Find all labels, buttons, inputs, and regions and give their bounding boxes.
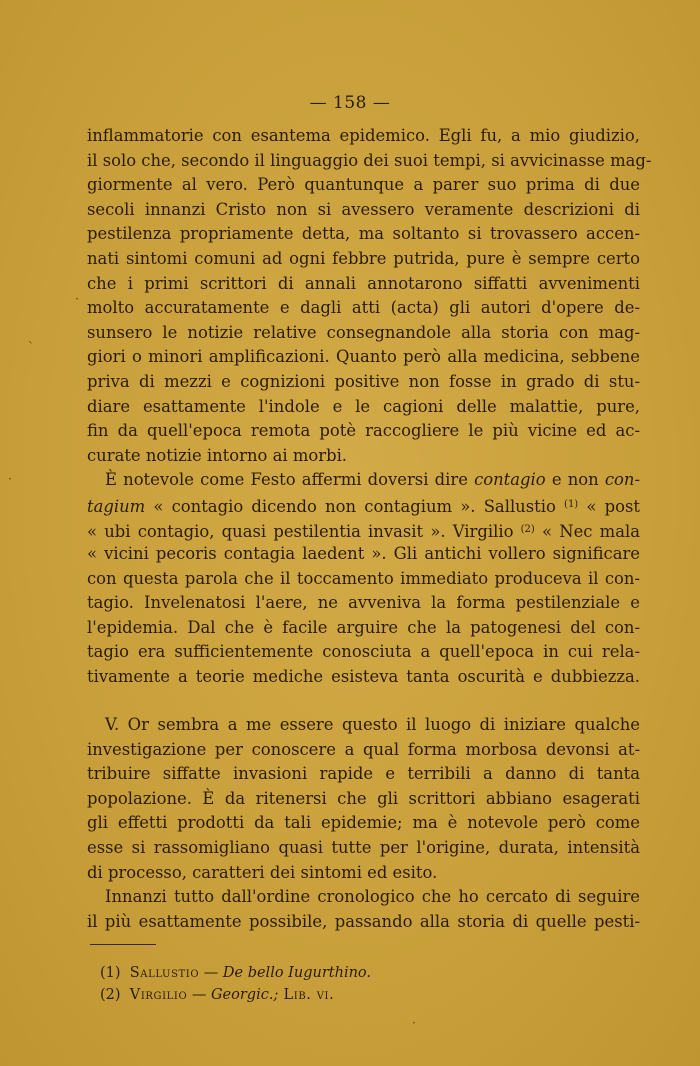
footnote-dash: — bbox=[203, 965, 219, 981]
text-run: e non bbox=[545, 470, 605, 490]
text-line: nati sintomi comuni ad ogni febbre putrida, pure è sempre certo bbox=[87, 248, 640, 268]
text-line: gli effetti prodotti da tali epidemie; ma è notevole però come bbox=[87, 813, 640, 833]
text-line: inflammatorie con esantema epidemico. Egli fu, a mio giudizio, bbox=[87, 126, 640, 145]
text-line: Innanzi tutto dall'ordine cronologico che ho cercato di seguire bbox=[105, 887, 640, 907]
text-line bbox=[87, 468, 640, 493]
footnote-divider bbox=[90, 944, 156, 945]
body-text-section-v bbox=[87, 713, 640, 934]
text-line: diare esattamente l'indole e le cagioni delle malattie, pure, bbox=[87, 396, 640, 416]
footnote-ref[interactable]: (2) bbox=[520, 523, 535, 535]
page-number: — 158 — bbox=[309, 93, 391, 113]
text-line bbox=[87, 493, 640, 518]
text-line: che i primi scrittori di annali annotarono siffatti avvenimenti bbox=[87, 273, 640, 293]
text-line: curate notizie intorno ai morbi. bbox=[87, 445, 348, 465]
body-text bbox=[87, 124, 652, 690]
italic-word: contagio bbox=[474, 470, 546, 490]
margin-mark: · bbox=[8, 472, 12, 486]
footnote-title: De bello Iugurthino. bbox=[222, 965, 372, 981]
footnotes bbox=[100, 962, 371, 1006]
text-line: sunsero le notizie relative consegnandole alla storia con mag- bbox=[87, 322, 640, 342]
text-run: « contagio dicendo non contagium ». Sallustio bbox=[145, 496, 565, 516]
text-line: molto accuratamente e dagli atti (acta) gli autori d'opere de- bbox=[87, 298, 640, 318]
text-line: pestilenza propriamente detta, ma soltanto si trovassero accen- bbox=[87, 224, 640, 244]
footnote-author: Virgilio bbox=[129, 987, 188, 1003]
text-line: investigazione per conoscere a qual forma morbosa devonsi at- bbox=[87, 739, 640, 759]
text-line: tivamente a teorie mediche esisteva tanta oscurità e dubbiezza. bbox=[87, 667, 640, 687]
text-line: fin da quell'epoca remota potè raccogliere le più vicine ed ac- bbox=[87, 421, 640, 441]
text-line: il più esattamente possibile, passando alla storia di quelle pesti- bbox=[87, 911, 640, 931]
footnote-dash: — bbox=[191, 987, 207, 1003]
text-line: tagio era sufficientemente conosciuta a quell'epoca in cui rela- bbox=[87, 642, 640, 662]
text-line: tagio. Invelenatosi l'aere, ne avveniva la forma pestilenziale e bbox=[87, 593, 640, 613]
text-run: « post bbox=[578, 496, 640, 516]
text-line: « vicini pecoris contagia laedent ». Gli antichi vollero significare bbox=[87, 544, 640, 564]
margin-mark: · bbox=[412, 1016, 416, 1030]
text-line: giori o minori amplificazioni. Quanto però alla medicina, sebbene bbox=[87, 347, 640, 367]
footnote-1 bbox=[100, 962, 371, 984]
text-line: tribuire siffatte invasioni rapide e terribili a danno di tanta bbox=[87, 764, 640, 784]
text-run: È notevole come Festo affermi doversi dire bbox=[105, 470, 475, 490]
text-line: esse si rassomigliano quasi tutte per l'origine, durata, intensità bbox=[87, 837, 640, 857]
text-line: il solo che, secondo il linguaggio dei suoi tempi, si avvicinasse mag- bbox=[87, 150, 652, 170]
footnote-number: (1) bbox=[100, 965, 121, 981]
footnote-extra: Lib. vi. bbox=[278, 987, 335, 1003]
text-run: « ubi contagio, quasi pestilentia invasit ». Virgilio bbox=[87, 521, 521, 541]
text-run: « Nec mala bbox=[534, 521, 640, 541]
footnote-2 bbox=[100, 984, 371, 1006]
text-line: priva di mezzi e cognizioni positive non fosse in grado di stu- bbox=[87, 371, 640, 391]
footnote-author: Sallustio bbox=[129, 965, 200, 981]
text-line: secoli innanzi Cristo non si avessero veramente descrizioni di bbox=[87, 199, 640, 219]
text-line: V. Or sembra a me essere questo il luogo di iniziare qualche bbox=[105, 715, 640, 734]
margin-mark: · bbox=[75, 292, 79, 306]
text-line: con questa parola che il toccamento immediato produceva il con- bbox=[87, 568, 640, 588]
text-line: di processo, caratteri dei sintomi ed esito. bbox=[87, 862, 438, 882]
italic-word: tagium bbox=[87, 496, 146, 516]
footnote-title: Georgic.; bbox=[210, 987, 279, 1003]
footnote-number: (2) bbox=[100, 987, 121, 1003]
text-line: popolazione. È da ritenersi che gli scrittori abbiano esagerati bbox=[87, 788, 640, 808]
text-line bbox=[87, 518, 640, 543]
text-line: giormente al vero. Però quantunque a parer suo prima di due bbox=[87, 175, 640, 195]
footnote-ref[interactable]: (1) bbox=[564, 498, 579, 510]
text-line: l'epidemia. Dal che è facile arguire che la patogenesi del con- bbox=[87, 617, 640, 637]
margin-mark: ˋ bbox=[28, 340, 34, 354]
italic-word: con- bbox=[604, 470, 640, 490]
